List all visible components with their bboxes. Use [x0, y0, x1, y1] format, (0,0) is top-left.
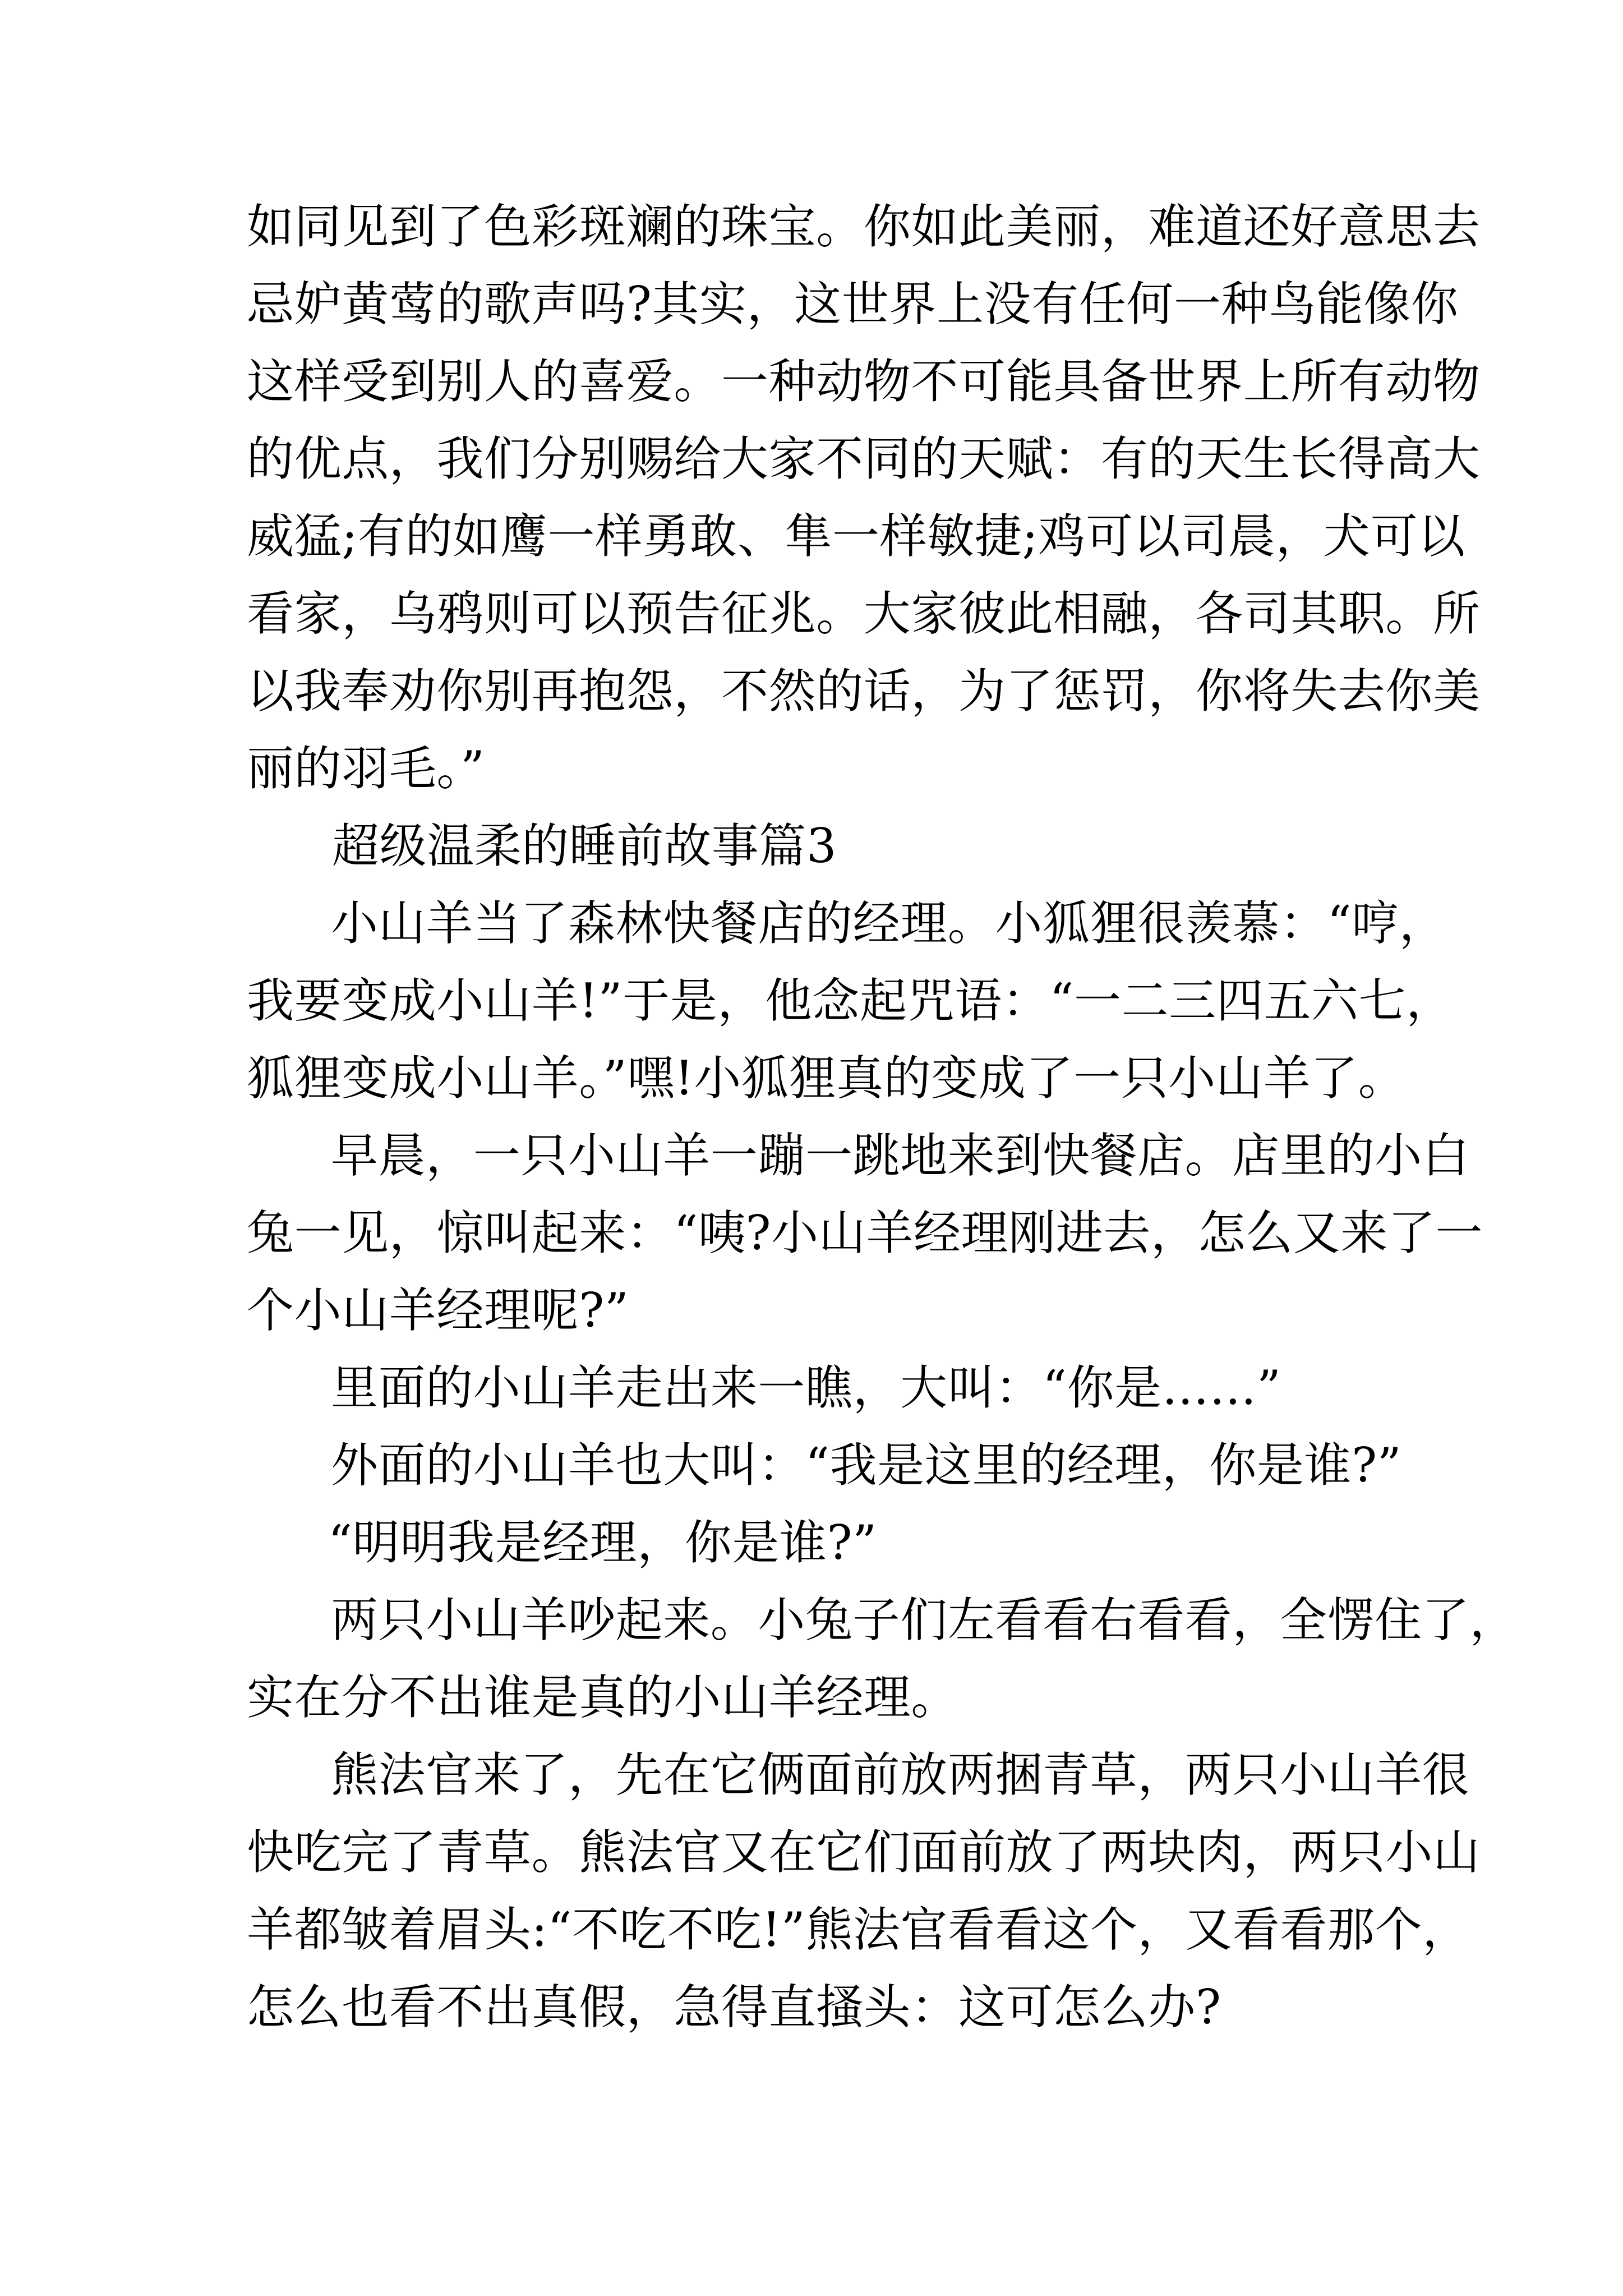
paragraph-start: 里面的小山羊走出来一瞧，大叫：“你是……” [331, 1360, 1281, 1415]
text-line: 快吃完了青草。熊法官又在它们面前放了两块肉，两只小山 [247, 1825, 1481, 1880]
document-body [247, 188, 1518, 2046]
paragraph-start: 外面的小山羊也大叫：“我是这里的经理，你是谁?” [331, 1438, 1402, 1493]
paragraph-start: 小山羊当了森林快餐店的经理。小狐狸很羡慕：“哼， [331, 896, 1447, 951]
paragraph-start: “明明我是经理，你是谁?” [328, 1515, 877, 1570]
text-line: 以我奉劝你别再抱怨，不然的话，为了惩罚，你将失去你美 [247, 664, 1481, 719]
text-line: 看家，乌鸦则可以预告征兆。大家彼此相融，各司其职。所 [247, 586, 1481, 641]
text-line: 怎么也看不出真假，急得直搔头：这可怎么办? [247, 1980, 1221, 2035]
paragraph-start: 早晨，一只小山羊一蹦一跳地来到快餐店。店里的小白 [331, 1128, 1470, 1183]
text-line: 丽的羽毛。” [247, 741, 485, 796]
text-line: 忌妒黄莺的歌声吗?其实，这世界上没有任何一种鸟能像你 [247, 277, 1459, 332]
text-line: 个小山羊经理呢?” [247, 1283, 629, 1338]
text-line: 如同见到了色彩斑斓的珠宝。你如此美丽，难道还好意思去 [247, 199, 1481, 254]
text-line: 羊都皱着眉头:“不吃不吃!”熊法官看看这个，又看看那个， [247, 1902, 1470, 1957]
text-line: 兔一见，惊叫起来：“咦?小山羊经理刚进去，怎么又来了一 [247, 1205, 1483, 1260]
paragraph-start: 熊法官来了，先在它俩面前放两捆青草，两只小山羊很 [331, 1747, 1470, 1802]
paragraph-start: 两只小山羊吵起来。小兔子们左看看右看看，全愣住了， [331, 1593, 1518, 1648]
text-line: 实在分不出谁是真的小山羊经理。 [247, 1670, 959, 1725]
section-heading: 超级温柔的睡前故事篇3 [332, 818, 837, 873]
text-line: 威猛;有的如鹰一样勇敢、隼一样敏捷;鸡可以司晨，犬可以 [247, 509, 1465, 564]
text-line: 的优点，我们分别赐给大家不同的天赋：有的天生长得高大 [247, 431, 1481, 486]
text-line: 我要变成小山羊!”于是，他念起咒语：“一二三四五六七， [247, 973, 1454, 1028]
text-line: 这样受到别人的喜爱。一种动物不可能具备世界上所有动物 [247, 354, 1481, 409]
text-line: 狐狸变成小山羊。”嘿!小狐狸真的变成了一只小山羊了。 [247, 1051, 1406, 1106]
